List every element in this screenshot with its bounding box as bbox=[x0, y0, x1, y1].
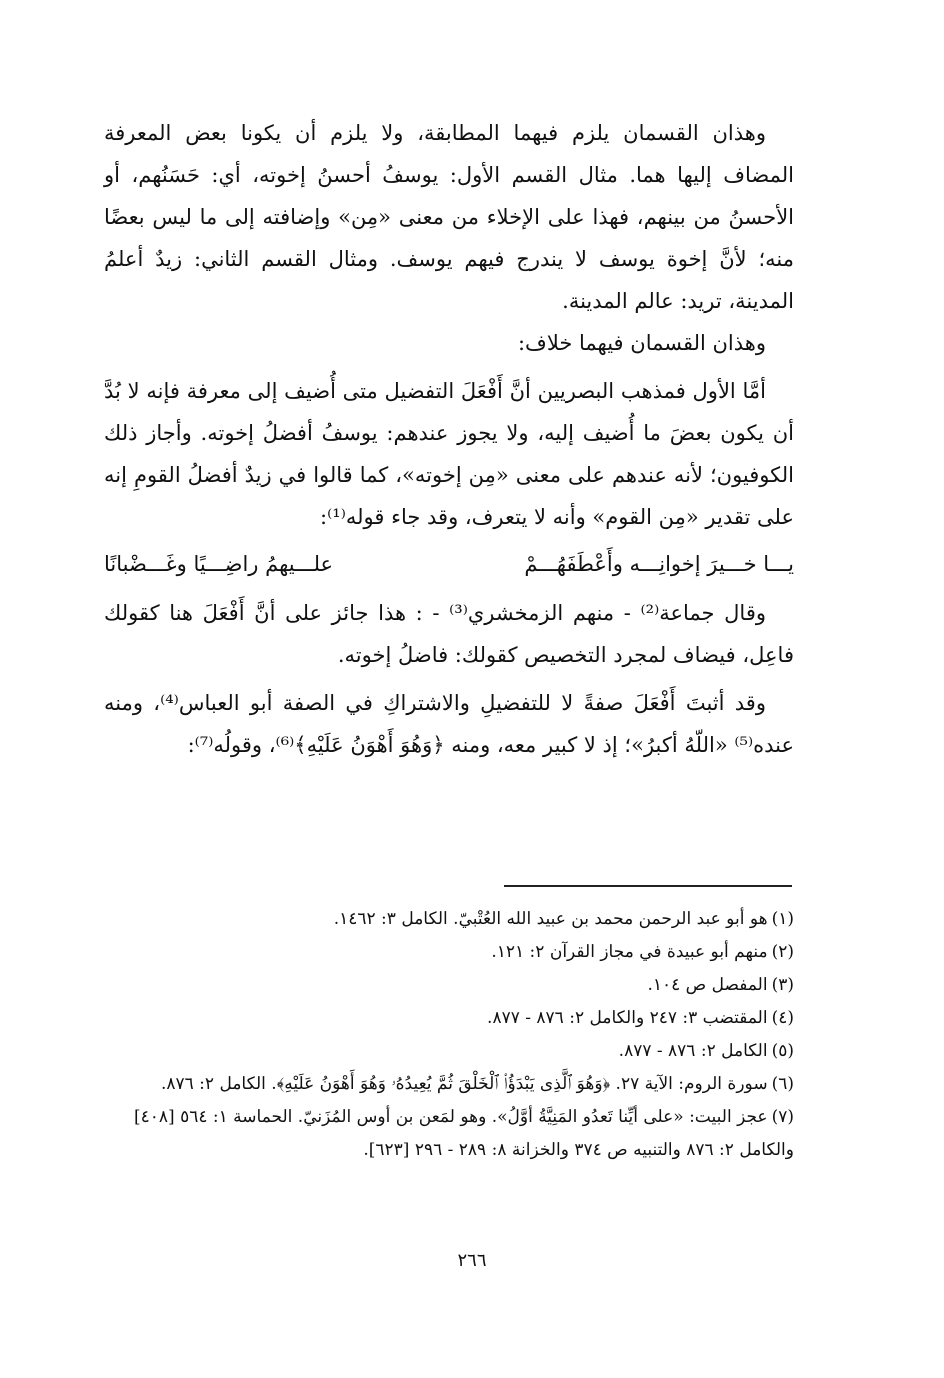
footnote-item bbox=[104, 1035, 794, 1068]
footnote-item bbox=[104, 1101, 794, 1167]
verse-first-hemistich: يـــا خـــيرَ إخوانِـــه وأَعْطَفَهُـــمْ bbox=[524, 552, 794, 576]
footnote-number: (٧) bbox=[771, 1107, 794, 1127]
paragraph-1: وهذان القسمان يلزم فيهما المطابقة، ولا يلزم أن يكونا بعض المعرفة المضاف إليها هما. مثال القسم الأول: يوسفُ أحسنُ إخوته، أي: حَسَنُهم، أو الأحسنُ من بينهم، فهذا على الإخلاء من معنى «مِن» وإضافته إلى ما ليس بعضًا منه؛ لأنَّ إخوة يوسف لا يندرج فيهم يوسف. ومثال القسم الثاني: زيدٌ أعلمُ المدينة، تريد: عالم المدينة. bbox=[104, 121, 794, 313]
verse-second-hemistich: علـــيهمُ راضِـــيًا وغَـــضْبانًا bbox=[104, 552, 334, 576]
footnote-item bbox=[104, 1068, 794, 1101]
footnote-item bbox=[104, 1002, 794, 1035]
footnote-number: (٣) bbox=[771, 975, 794, 995]
footnote-item bbox=[104, 936, 794, 969]
paragraph-2: وهذان القسمان فيهما خلاف: bbox=[517, 331, 766, 355]
main-text bbox=[104, 112, 794, 766]
paragraph-3: أمَّا الأول فمذهب البصريين أنَّ أَفْعَلَ التفضيل متى أُضيف إلى معرفة فإنه لا بُدَّ أن يكون بعضَ ما أُضيف إليه، ولا يجوز عندهم: يوسفُ أفضلُ إخوته. وأجاز ذلك الكوفيون؛ لأنه عندهم على معنى «مِن إخوته»، كما قالوا في زيدٌ أفضلُ القومِ إنه على تقدير «مِن القوم» وأنه لا يتعرف، وقد جاء قوله⁽¹⁾: bbox=[104, 379, 794, 529]
footnote-text: سورة الروم: الآية ٢٧. ﴿وَهُوَ ٱلَّذِى يَبْدَؤُا۟ ٱلْخَلْقَ ثُمَّ يُعِيدُهُۥ وَهُوَ أَهْوَنُ عَلَيْهِ﴾. الكامل ٢: ٨٧٦. bbox=[160, 1074, 768, 1094]
page-number: ٢٦٦ bbox=[457, 1250, 487, 1271]
footnote-number: (١) bbox=[771, 909, 794, 929]
poetry-verse bbox=[104, 542, 794, 586]
footnote-text: المفصل ص ١٠٤. bbox=[647, 975, 768, 995]
footnote-number: (٦) bbox=[771, 1074, 794, 1094]
footnote-item bbox=[104, 903, 794, 936]
footnote-text: الكامل ٢: ٨٧٦ - ٨٧٧. bbox=[618, 1041, 768, 1061]
paragraph-4: وقال جماعة⁽²⁾ - منهم الزمخشري⁽³⁾ - : هذا جائز على أنَّ أَفْعَلَ هنا كقولك فاعِل، فيضاف لمجرد التخصيص كقولك: فاضلُ إخوته. bbox=[104, 601, 794, 667]
footnote-separator bbox=[504, 885, 792, 887]
footnote-text: المقتضب ٣: ٢٤٧ والكامل ٢: ٨٧٦ - ٨٧٧. bbox=[487, 1008, 768, 1028]
footnote-text: عجز البيت: «على أيِّنا تَعدُو المَنِيَّةُ أوَّلُ». وهو لمَعن بن أوس المُزَنيّ. الحماسة ١: ٥٦٤ [٤٠٨] والكامل ٢: ٨٧٦ والتنبيه ص ٣٧٤ والخزانة ٨: ٢٨٩ - ٢٩٦ [٦٢٣]. bbox=[133, 1107, 794, 1160]
footnote-text: هو أبو عبد الرحمن محمد بن عبيد الله العُتْبيّ. الكامل ٣: ١٤٦٢. bbox=[333, 909, 768, 929]
footnotes bbox=[104, 903, 794, 1167]
footnote-number: (٥) bbox=[771, 1041, 794, 1061]
footnote-item bbox=[104, 969, 794, 1002]
footnote-text: منهم أبو عبيدة في مجاز القرآن ٢: ١٢١. bbox=[491, 942, 768, 962]
footnote-number: (٢) bbox=[771, 942, 794, 962]
footnote-number: (٤) bbox=[771, 1008, 794, 1028]
paragraph-5: وقد أثبتَ أَفْعَلَ صفةً لا للتفضيلِ والاشتراكِ في الصفة أبو العباس⁽⁴⁾، ومنه عنده⁽⁵⁾ «اللّهُ أكبرُ»؛ إذ لا كبير معه، ومنه ﴿وَهُوَ أَهْوَنُ عَلَيْهِ﴾⁽⁶⁾، وقولُه⁽⁷⁾: bbox=[104, 691, 794, 757]
